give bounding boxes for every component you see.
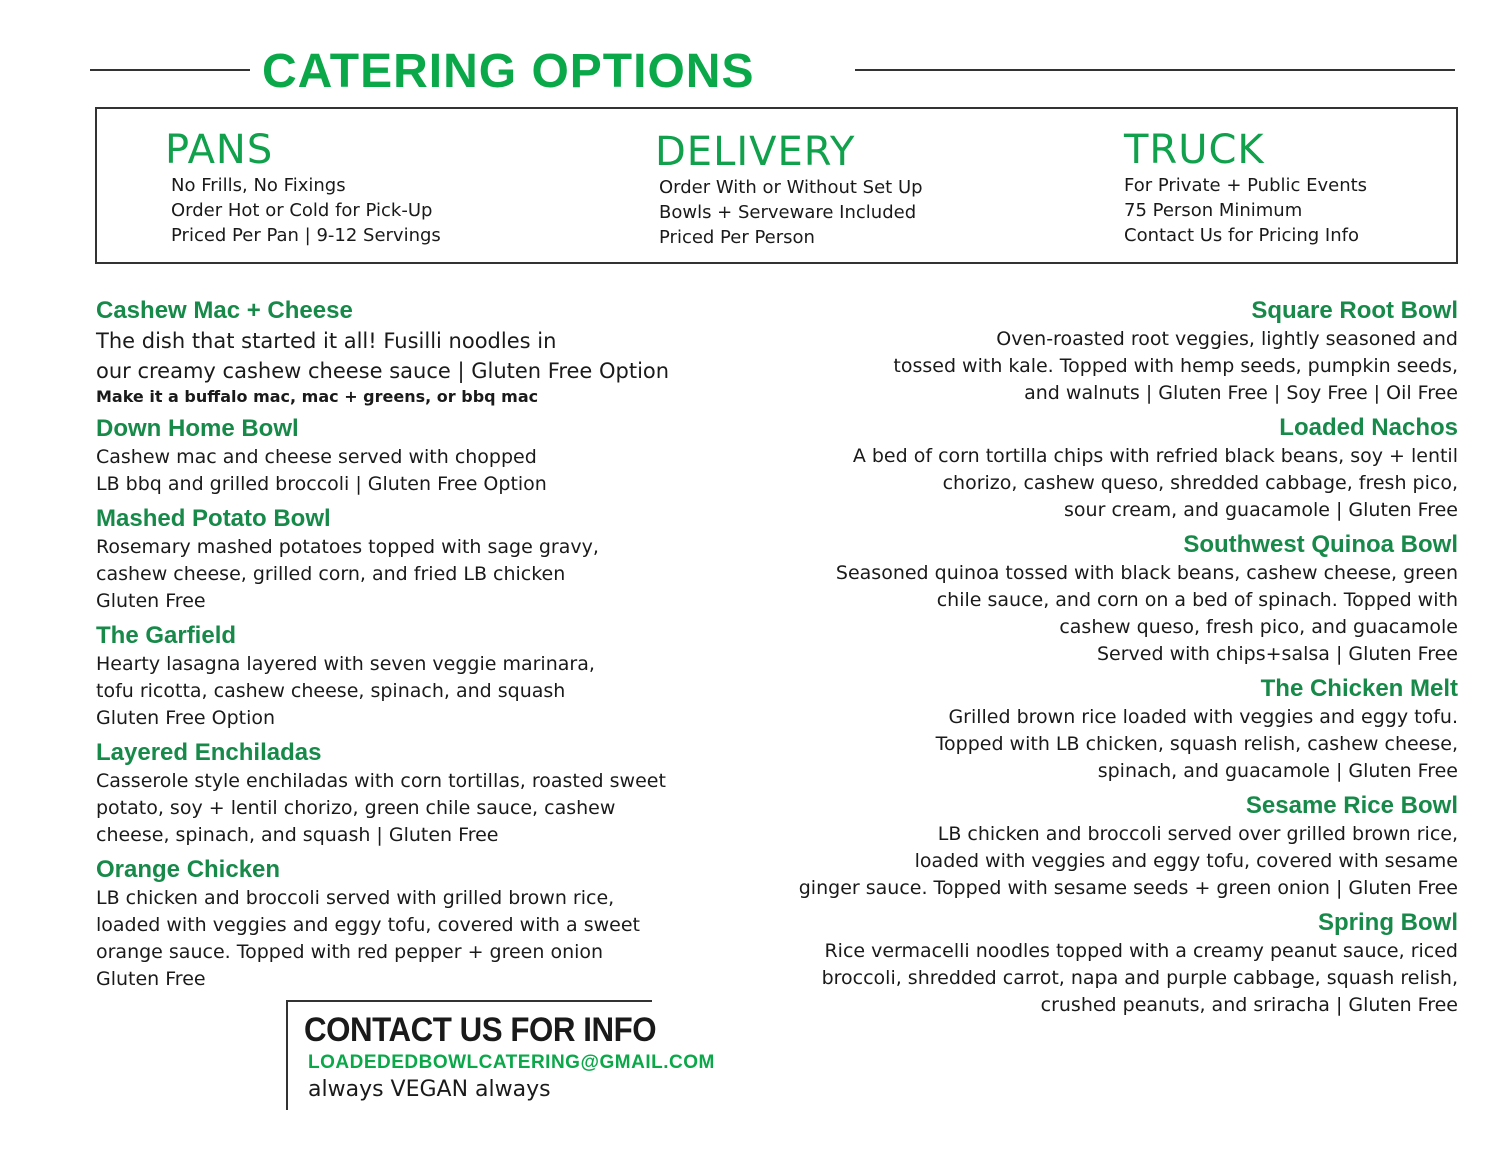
menu-item-desc: chile sauce, and corn on a bed of spinach. Topped with [936,589,1458,611]
option-label: PANS [165,127,274,173]
menu-item-desc: Casserole style enchiladas with corn tortillas, roasted sweet [96,770,666,792]
title-rule-left [90,69,250,71]
menu-item-desc: Seasoned quinoa tossed with black beans, cashew cheese, green [835,562,1458,584]
option-line: 75 Person Minimum [1124,200,1303,221]
menu-item-desc: Topped with LB chicken, squash relish, cashew cheese, [935,733,1458,755]
contact-block [286,1000,715,1110]
option-line: Priced Per Pan | 9-12 Servings [171,225,441,246]
page-title: CATERING OPTIONS [262,45,755,98]
menu-item-layered-enchiladas [96,738,736,849]
menu-item-desc: LB bbq and grilled broccoli | Gluten Free Option [96,473,547,495]
option-line: Priced Per Person [659,227,815,248]
menu-item-cashew-mac [96,296,736,408]
option-label: TRUCK [1124,127,1265,173]
menu-item-desc: LB chicken and broccoli served over grilled brown rice, [937,823,1458,845]
menu-item-desc: tofu ricotta, cashew cheese, spinach, and squash [96,680,566,702]
menu-item-name: Square Root Bowl [1251,297,1458,324]
menu-item-desc: Hearty lasagna layered with seven veggie marinara, [96,653,595,675]
menu-item-desc: Cashew mac and cheese served with chopped [96,446,537,468]
menu-item-desc: crushed peanuts, and sriracha | Gluten Free [1040,994,1458,1016]
menu-item-desc: cashew cheese, grilled corn, and fried LB chicken [96,563,566,585]
menu-item-desc: Gluten Free [96,968,206,990]
menu-item-name: The Garfield [96,622,237,649]
menu-item-desc: Rice vermacelli noodles topped with a creamy peanut sauce, riced [824,940,1458,962]
menu-item-square-root-bowl [728,296,1458,407]
menu-item-desc: Rosemary mashed potatoes topped with sage gravy, [96,536,599,558]
option-line: Order With or Without Set Up [659,177,923,198]
menu-item-desc: Gluten Free [96,590,206,612]
catering-options-box [95,107,1458,264]
option-pans [165,127,441,248]
menu-item-desc: A bed of corn tortilla chips with refried black beans, soy + lentil [852,445,1458,467]
menu-item-down-home-bowl [96,414,736,498]
menu-item-desc: Gluten Free Option [96,707,276,729]
option-line: Order Hot or Cold for Pick-Up [171,200,433,221]
title-rule-right [855,69,1455,71]
menu-item-desc: loaded with veggies and eggy tofu, covered with sesame [914,850,1458,872]
menu-item-name: Layered Enchiladas [96,739,322,766]
menu-item-desc: spinach, and guacamole | Gluten Free [1097,760,1458,782]
menu-item-name: Southwest Quinoa Bowl [1183,531,1458,558]
option-line: Bowls + Serveware Included [659,202,917,223]
menu-item-mashed-potato-bowl [96,504,736,615]
menu-item-desc: loaded with veggies and eggy tofu, covered with a sweet [96,914,640,936]
menu-item-desc: tossed with kale. Topped with hemp seeds, pumpkin seeds, [893,355,1458,377]
option-truck [1124,127,1367,248]
menu-item-name: Cashew Mac + Cheese [96,297,353,324]
menu-item-name: Spring Bowl [1318,909,1458,936]
menu-item-desc: Served with chips+salsa | Gluten Free [1096,643,1458,665]
menu-item-desc: our creamy cashew cheese sauce | Gluten Free Option [96,359,670,383]
menu-item-desc: and walnuts | Gluten Free | Soy Free | Oil Free [1024,382,1458,404]
menu-item-desc: sour cream, and guacamole | Gluten Free [1064,499,1458,521]
menu-item-desc: Grilled brown rice loaded with veggies and eggy tofu. [948,706,1458,728]
contact-heading: CONTACT US FOR INFO [304,1011,657,1049]
menu-item-name: Loaded Nachos [1279,414,1458,441]
option-line: For Private + Public Events [1124,175,1368,196]
menu-item-desc: potato, soy + lentil chorizo, green chile sauce, cashew [96,797,616,819]
menu-item-desc: cheese, spinach, and squash | Gluten Free [96,824,499,846]
menu-item-desc: ginger sauce. Topped with sesame seeds + green onion | Gluten Free [798,877,1458,899]
menu-item-desc: Oven-roasted root veggies, lightly seasoned and [996,328,1458,350]
menu-item-loaded-nachos [728,413,1458,524]
menu-item-name: Down Home Bowl [96,415,299,442]
menu-item-sesame-rice-bowl [728,791,1458,902]
menu-item-desc: cashew queso, fresh pico, and guacamole [1059,616,1458,638]
contact-tagline: always VEGAN always [308,1077,551,1102]
option-label: DELIVERY [655,129,856,175]
menu-item-desc: broccoli, shredded carrot, napa and purple cabbage, squash relish, [821,967,1458,989]
menu-item-garfield [96,621,736,732]
menu-item-spring-bowl [728,908,1458,1019]
menu-column-left [96,296,736,999]
menu-item-desc: The dish that started it all! Fusilli noodles in [96,329,557,353]
menu-item-southwest-quinoa-bowl [728,530,1458,668]
menu-item-note: Make it a buffalo mac, mac + greens, or bbq mac [96,387,539,406]
menu-item-name: Sesame Rice Bowl [1245,792,1458,819]
option-delivery [655,129,923,250]
contact-email-link[interactable]: LOADEDEDBOWLCATERING@GMAIL.COM [308,1052,715,1073]
option-line: Contact Us for Pricing Info [1124,225,1359,246]
menu-column-right [728,296,1458,1025]
menu-item-chicken-melt [728,674,1458,785]
menu-item-desc: orange sauce. Topped with red pepper + green onion [96,941,604,963]
menu-item-name: The Chicken Melt [1260,675,1458,702]
menu-item-orange-chicken [96,855,736,993]
menu-item-name: Mashed Potato Bowl [96,505,331,532]
title-row [0,42,1500,102]
menu-item-name: Orange Chicken [96,856,281,883]
option-line: No Frills, No Fixings [171,175,346,196]
menu-item-desc: LB chicken and broccoli served with grilled brown rice, [96,887,615,909]
menu-item-desc: chorizo, cashew queso, shredded cabbage, fresh pico, [942,472,1458,494]
